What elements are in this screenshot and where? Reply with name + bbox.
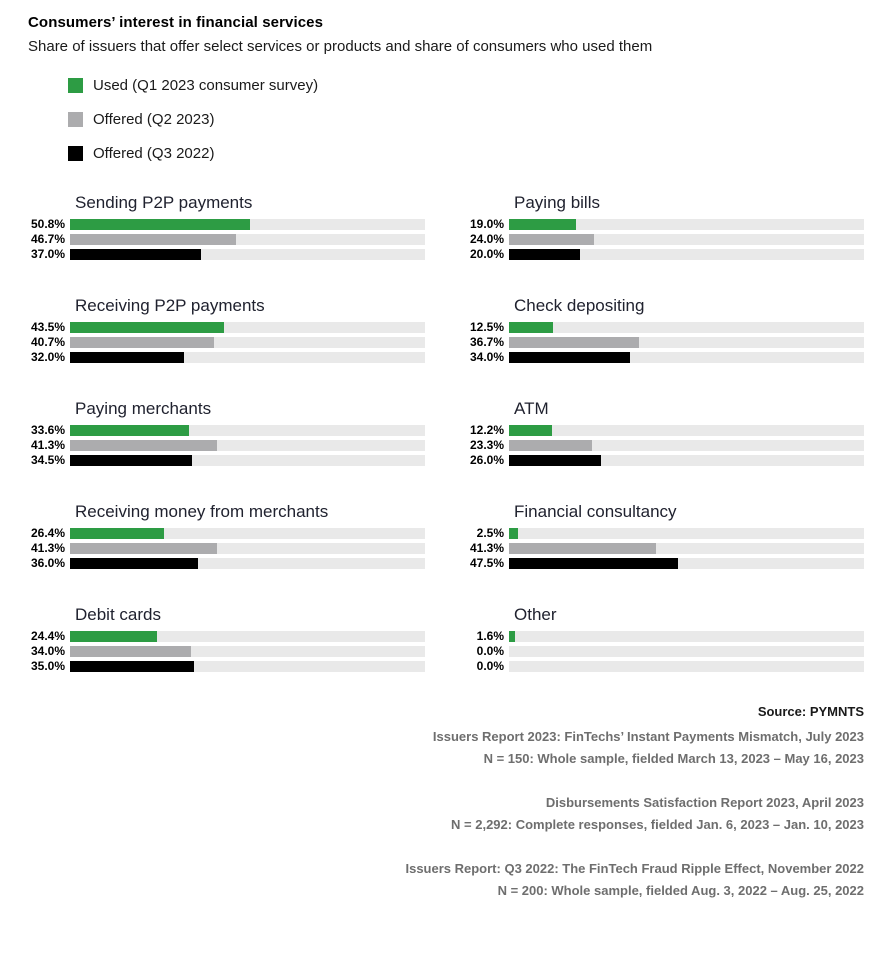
- bar-fill: [509, 543, 656, 554]
- chart-panel: [28, 604, 425, 676]
- bar-track: [70, 249, 425, 260]
- bar-track: [509, 219, 864, 230]
- bar-row: [28, 234, 425, 245]
- bar-fill: [70, 425, 189, 436]
- bar-row: [28, 440, 425, 451]
- bar-value-label: 2.5%: [476, 526, 504, 540]
- bar-value-label: 24.0%: [469, 232, 504, 246]
- bar-row: [467, 337, 864, 348]
- bar-fill: [70, 543, 217, 554]
- bar-value-label: 26.0%: [469, 453, 504, 467]
- bar-track: [70, 631, 425, 642]
- bar-row: [28, 455, 425, 466]
- bar-row: [28, 425, 425, 436]
- bar-track: [509, 558, 864, 569]
- bar-track: [509, 234, 864, 245]
- legend-label: Offered (Q3 2022): [93, 145, 215, 162]
- bar-track: [70, 352, 425, 363]
- bar-track: [509, 543, 864, 554]
- bar-row: [467, 352, 864, 363]
- bar-row: [28, 337, 425, 348]
- panel-title: Debit cards: [75, 605, 161, 624]
- bar-value-label: 35.0%: [30, 659, 65, 673]
- footer-line: N = 2,292: Complete responses, fielded Jan. 6, 2023 – Jan. 10, 2023: [451, 817, 864, 832]
- bar-track: [70, 528, 425, 539]
- bar-fill: [509, 440, 592, 451]
- bar-fill: [70, 455, 192, 466]
- panel-title: Other: [514, 605, 557, 624]
- bar-track: [509, 249, 864, 260]
- footer-line: N = 150: Whole sample, fielded March 13, 2023 – May 16, 2023: [483, 751, 864, 766]
- bar-track: [70, 661, 425, 672]
- footer-line: Issuers Report: Q3 2022: The FinTech Fraud Ripple Effect, November 2022: [405, 861, 864, 876]
- bar-track: [70, 322, 425, 333]
- chart-panel: [467, 295, 864, 367]
- chart-panel: [28, 295, 425, 367]
- bar-row: [467, 543, 864, 554]
- bar-value-label: 47.5%: [469, 556, 504, 570]
- bar-value-label: 34.5%: [30, 453, 65, 467]
- bar-value-label: 26.4%: [30, 526, 65, 540]
- source-label: Source: PYMNTS: [757, 704, 864, 719]
- panel-title: ATM: [514, 399, 549, 418]
- bar-value-label: 34.0%: [469, 350, 504, 364]
- legend-swatch-black: [68, 146, 83, 161]
- bar-fill: [70, 249, 201, 260]
- bar-fill: [509, 337, 639, 348]
- bar-value-label: 12.5%: [469, 320, 504, 334]
- bar-value-label: 41.3%: [30, 541, 65, 555]
- bar-track: [70, 543, 425, 554]
- bar-track: [70, 425, 425, 436]
- bar-row: [28, 322, 425, 333]
- bar-fill: [509, 322, 553, 333]
- bar-track: [509, 528, 864, 539]
- bar-fill: [70, 631, 157, 642]
- bar-row: [28, 219, 425, 230]
- bar-track: [70, 219, 425, 230]
- bar-fill: [70, 528, 164, 539]
- footer-group: [0, 792, 864, 836]
- bar-track: [509, 322, 864, 333]
- panel-title: Check depositing: [514, 296, 645, 315]
- bar-value-label: 37.0%: [30, 247, 65, 261]
- bar-row: [467, 425, 864, 436]
- bar-fill: [70, 661, 194, 672]
- bar-value-label: 0.0%: [476, 644, 504, 658]
- bar-row: [28, 352, 425, 363]
- bar-value-label: 36.0%: [30, 556, 65, 570]
- bar-value-label: 43.5%: [30, 320, 65, 334]
- legend-item-offered-q3: [68, 145, 891, 162]
- bar-fill: [509, 425, 552, 436]
- panel-title: Financial consultancy: [514, 502, 677, 521]
- legend-item-offered-q2: [68, 111, 891, 128]
- bar-row: [467, 646, 864, 657]
- bar-track: [70, 234, 425, 245]
- bar-fill: [70, 646, 191, 657]
- bar-row: [467, 249, 864, 260]
- chart-panel: [467, 604, 864, 676]
- footer-line: Issuers Report 2023: FinTechs’ Instant Payments Mismatch, July 2023: [432, 729, 864, 744]
- panel-title: Receiving P2P payments: [75, 296, 265, 315]
- chart-panel: [28, 398, 425, 470]
- bar-fill: [70, 440, 217, 451]
- bar-row: [28, 528, 425, 539]
- bar-value-label: 46.7%: [30, 232, 65, 246]
- bar-row: [467, 455, 864, 466]
- bar-value-label: 1.6%: [476, 629, 504, 643]
- panel-title: Receiving money from merchants: [75, 502, 329, 521]
- bar-row: [467, 440, 864, 451]
- bar-value-label: 12.2%: [469, 423, 504, 437]
- bar-track: [70, 337, 425, 348]
- bar-value-label: 19.0%: [469, 217, 504, 231]
- bar-fill: [509, 558, 678, 569]
- chart-legend: [68, 77, 891, 162]
- legend-swatch-gray: [68, 112, 83, 127]
- bar-value-label: 23.3%: [469, 438, 504, 452]
- bar-track: [70, 440, 425, 451]
- bar-fill: [70, 219, 250, 230]
- bar-fill: [509, 352, 630, 363]
- bar-row: [467, 528, 864, 539]
- bar-value-label: 50.8%: [30, 217, 65, 231]
- chart-panel: [28, 501, 425, 573]
- bar-fill: [509, 219, 576, 230]
- bar-value-label: 34.0%: [30, 644, 65, 658]
- chart-header: [0, 0, 891, 57]
- bar-track: [509, 440, 864, 451]
- bar-value-label: 33.6%: [30, 423, 65, 437]
- chart-panel: [467, 192, 864, 264]
- bar-fill: [70, 352, 184, 363]
- bar-track: [70, 558, 425, 569]
- bar-value-label: 41.3%: [469, 541, 504, 555]
- chart-panel: [467, 501, 864, 573]
- bar-row: [467, 322, 864, 333]
- bar-fill: [509, 249, 580, 260]
- bar-fill: [70, 337, 214, 348]
- bar-row: [467, 631, 864, 642]
- bar-row: [28, 661, 425, 672]
- chart-footer: [0, 702, 864, 902]
- footer-group: [0, 726, 864, 770]
- legend-label: Offered (Q2 2023): [93, 111, 215, 128]
- bar-row: [467, 234, 864, 245]
- bar-track: [509, 661, 864, 672]
- charts-grid: [28, 192, 891, 676]
- bar-row: [28, 249, 425, 260]
- bar-track: [70, 646, 425, 657]
- bar-value-label: 24.4%: [30, 629, 65, 643]
- bar-fill: [70, 234, 236, 245]
- bar-row: [467, 661, 864, 672]
- legend-item-used: [68, 77, 891, 94]
- bar-value-label: 0.0%: [476, 659, 504, 673]
- footer-line: N = 200: Whole sample, fielded Aug. 3, 2022 – Aug. 25, 2022: [497, 883, 864, 898]
- bar-fill: [509, 528, 518, 539]
- bar-row: [28, 631, 425, 642]
- bar-row: [467, 219, 864, 230]
- bar-track: [509, 337, 864, 348]
- bar-row: [28, 543, 425, 554]
- bar-row: [28, 558, 425, 569]
- bar-value-label: 41.3%: [30, 438, 65, 452]
- bar-row: [467, 558, 864, 569]
- bar-track: [509, 631, 864, 642]
- bar-track: [509, 455, 864, 466]
- bar-value-label: 32.0%: [30, 350, 65, 364]
- chart-subtitle: Share of issuers that offer select services or products and share of consumers who used them: [28, 38, 653, 55]
- bar-value-label: 20.0%: [469, 247, 504, 261]
- bar-row: [28, 646, 425, 657]
- bar-track: [509, 646, 864, 657]
- bar-track: [70, 455, 425, 466]
- bar-fill: [70, 322, 224, 333]
- chart-panel: [467, 398, 864, 470]
- bar-fill: [70, 558, 198, 569]
- legend-label: Used (Q1 2023 consumer survey): [93, 77, 319, 94]
- chart-title: Consumers’ interest in financial services: [28, 14, 324, 31]
- footer-group: [0, 858, 864, 902]
- chart-panel: [28, 192, 425, 264]
- bar-track: [509, 352, 864, 363]
- panel-title: Paying merchants: [75, 399, 212, 418]
- bar-fill: [509, 631, 515, 642]
- bar-fill: [509, 455, 601, 466]
- footer-line: Disbursements Satisfaction Report 2023, April 2023: [545, 795, 864, 810]
- panel-title: Sending P2P payments: [75, 193, 253, 212]
- bar-fill: [509, 234, 594, 245]
- legend-swatch-green: [68, 78, 83, 93]
- panel-title: Paying bills: [514, 193, 600, 212]
- bar-value-label: 40.7%: [30, 335, 65, 349]
- bar-track: [509, 425, 864, 436]
- bar-value-label: 36.7%: [469, 335, 504, 349]
